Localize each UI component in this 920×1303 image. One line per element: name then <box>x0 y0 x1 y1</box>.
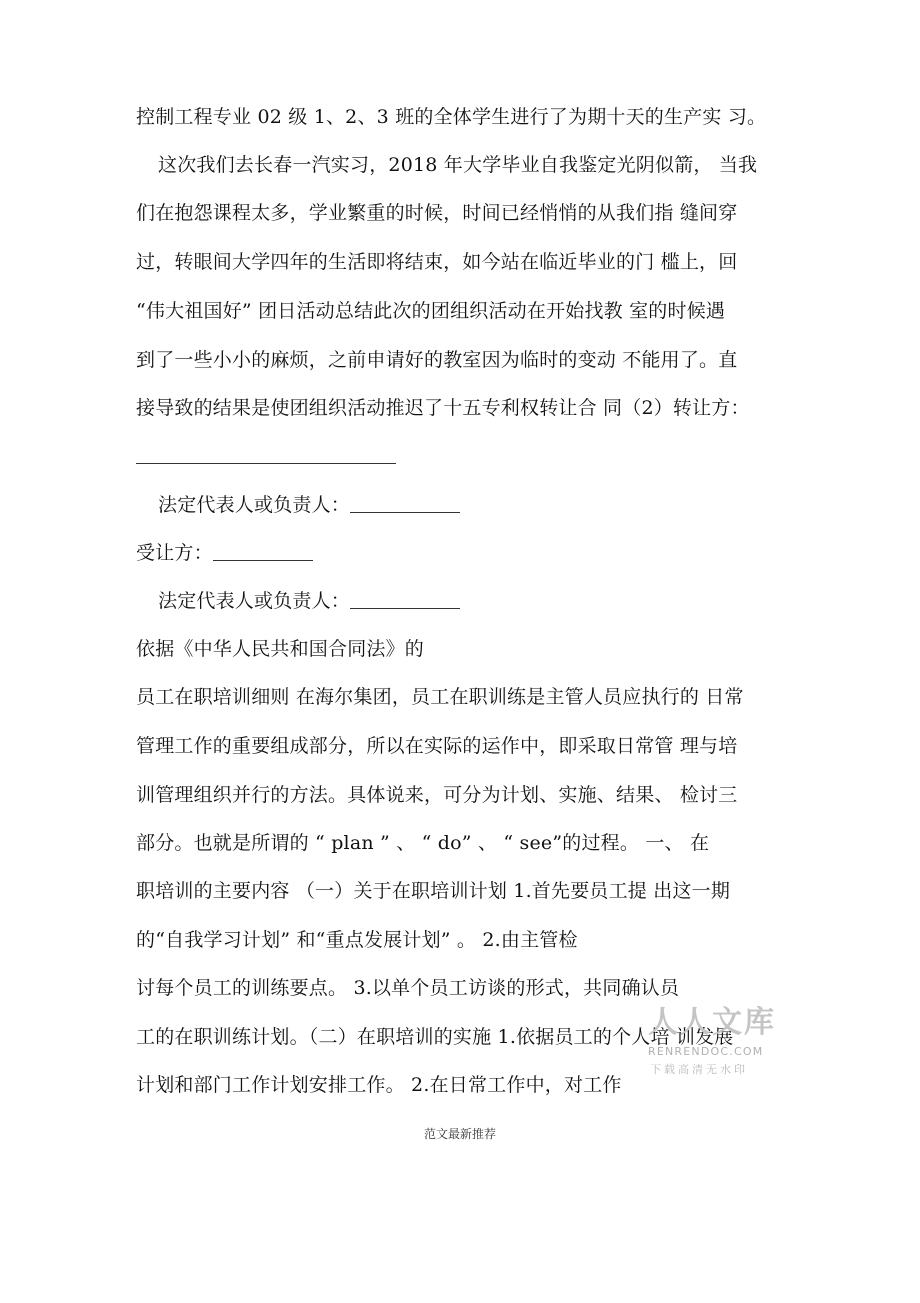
text-line-6: 到了一些小小的麻烦，之前申请好的教室因为临时的变动 不能用了。直 <box>136 349 738 371</box>
text-line-7: 接导致的结果是使团组织活动推迟了十五专利权转让合 同（2）转让方： <box>136 397 750 419</box>
text-line-14: 训管理组织并行的方法。具体说来，可分为计划、实施、结果、 检讨三 <box>136 784 738 806</box>
text-line-3: 们在抱怨课程太多，学业繁重的时候，时间已经悄悄的从我们指 缝间穿 <box>136 202 738 224</box>
blank-field-1 <box>350 494 460 513</box>
blank-field-3 <box>350 590 460 609</box>
text-line-11: 依据《中华人民共和国合同法》的 <box>136 638 425 660</box>
text-line-2: 这次我们去长春一汽实习，2018 年大学毕业自我鉴定光阴似箭， 当我 <box>158 154 758 176</box>
legal-representative-label-1: 法定代表人或负责人： <box>158 494 351 516</box>
transferee-line <box>136 538 313 568</box>
signature-blank-line <box>136 463 396 464</box>
legal-representative-line-1 <box>158 490 460 520</box>
blank-field-2 <box>213 542 313 561</box>
page-footer: 范文最新推荐 <box>423 1127 496 1141</box>
watermark-logo: 人人文库 <box>648 1005 776 1040</box>
text-line-12: 员工在职培训细则 在海尔集团，员工在职训练是主管人员应执行的 日常 <box>136 686 744 708</box>
text-line-19: 工的在职训练计划。（二）在职培训的实施 1.依据员工的个人培 训发展 <box>136 1026 734 1048</box>
watermark <box>640 1005 780 1085</box>
transferee-label: 受让方： <box>136 542 213 564</box>
text-line-18: 讨每个员工的训练要点。 3.以单个员工访谈的形式，共同确认员 <box>136 977 680 999</box>
text-line-4: 过，转眼间大学四年的生活即将结束，如今站在临近毕业的门 槛上，回 <box>136 251 738 273</box>
text-line-15: 部分。也就是所谓的 “ plan ” 、 “ do” 、 “ see”的过程。 一、 在 <box>136 832 710 854</box>
text-line-1: 控制工程专业 02 级 1、2、3 班的全体学生进行了为期十天的生产实 习。 <box>136 106 767 128</box>
watermark-url: RENRENDOC.COM <box>648 1045 764 1058</box>
text-line-13: 管理工作的重要组成部分，所以在实际的运作中，即采取日常管 理与培 <box>136 735 738 757</box>
text-line-20: 计划和部门工作计划安排工作。 2.在日常工作中，对工作 <box>136 1074 622 1096</box>
text-line-17: 的“自我学习计划” 和“重点发展计划” 。 2.由主管检 <box>136 929 578 951</box>
legal-representative-line-2 <box>158 586 460 616</box>
watermark-tagline: 下载高清无水印 <box>650 1063 748 1076</box>
text-line-5: “伟大祖国好” 团日活动总结此次的团组织活动在开始找教 室的时候遇 <box>136 300 726 322</box>
text-line-16: 职培训的主要内容 （一）关于在职培训计划 1.首先要员工提 出这一期 <box>136 880 731 902</box>
legal-representative-label-2: 法定代表人或负责人： <box>158 590 351 612</box>
